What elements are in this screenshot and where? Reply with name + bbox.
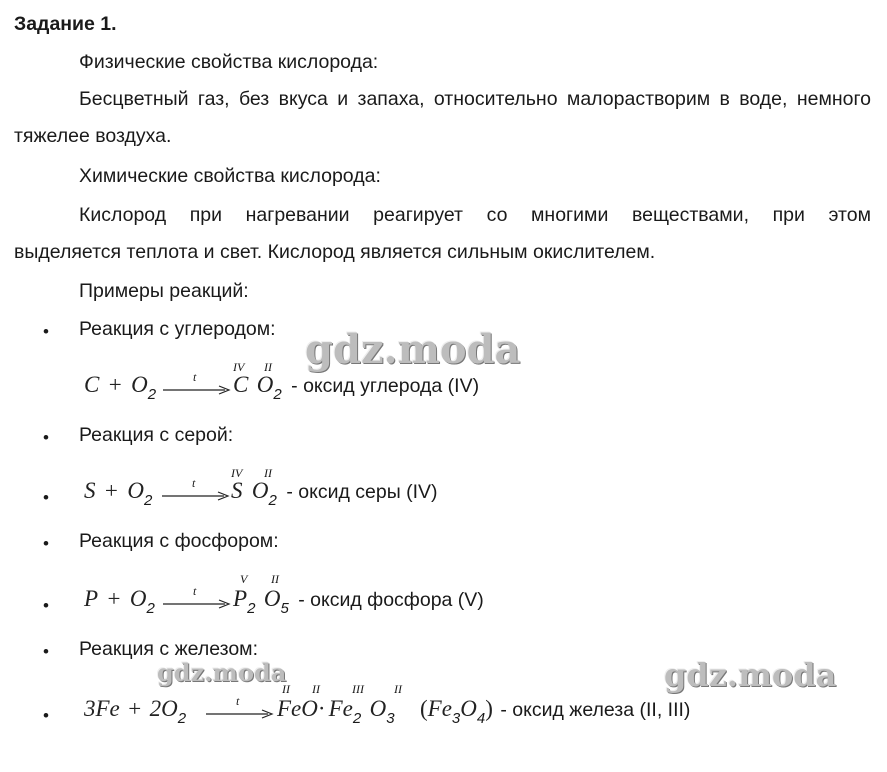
product-carbon [233, 372, 480, 403]
formula-o: O [460, 696, 477, 721]
product-element: S [231, 478, 243, 503]
watermark-logo: gdz.moda [305, 326, 521, 373]
product-element: O [251, 478, 269, 503]
physical-text-body: Бесцветный газ, без вкуса и запаха, относительно малорастворим в воде, немного тяжелее воздуха. [14, 88, 871, 147]
subscript: 5 [280, 600, 289, 617]
product-element: O [301, 696, 318, 721]
reactant-o2: 2O [149, 696, 178, 721]
reactant-o2: O [127, 478, 144, 503]
watermark-logo: gdz.moda [664, 656, 837, 694]
reaction-result: - оксид серы (IV) [286, 481, 438, 503]
subscript: 2 [268, 492, 277, 509]
plus-sign: + [128, 696, 142, 721]
product-element: Fe [328, 696, 353, 721]
subscript: 2 [247, 600, 256, 617]
bullet-2: • [43, 428, 49, 447]
product-sulfur [231, 478, 438, 509]
subscript: 2 [273, 386, 282, 403]
subscript: 2 [352, 710, 362, 727]
reaction-arrow [163, 383, 233, 397]
product-element: O [263, 586, 281, 611]
product-phosphorus [233, 586, 484, 617]
reactant-c: C [84, 372, 100, 397]
oxidation-state: V [240, 572, 248, 586]
subscript: 3 [451, 710, 461, 727]
product-iron [277, 696, 691, 727]
oxidation-state: II [282, 682, 290, 696]
reaction-result: - оксид углерода (IV) [291, 375, 480, 397]
reactant-o2: O [131, 372, 148, 397]
oxidation-state: II [394, 682, 402, 696]
subscript: 4 [476, 710, 486, 727]
reaction-arrow [163, 597, 233, 611]
arrow-label-t: t [193, 584, 197, 598]
bullet-5: • [43, 596, 49, 615]
bullet-7: • [43, 706, 49, 725]
equation-carbon [84, 372, 156, 412]
equation-phosphorus [84, 586, 155, 617]
arrow-label-t: t [192, 476, 196, 490]
subscript: 3 [386, 710, 395, 727]
oxidation-state: III [352, 682, 364, 696]
arrow-label-t: t [236, 694, 240, 708]
reactant-s: S [84, 478, 96, 503]
plus-sign: + [108, 372, 122, 397]
physical-text [14, 81, 871, 155]
watermark-logo: gdz.moda [157, 658, 287, 687]
product-element: P [233, 586, 248, 611]
reaction-result: - оксид фосфора (V) [298, 589, 484, 611]
reaction-arrow [206, 707, 276, 721]
oxidation-state: II [264, 360, 272, 374]
subscript: 2 [147, 386, 157, 403]
product-element: C [233, 372, 249, 397]
oxidation-state: IV [231, 466, 243, 480]
bullet-6: • [43, 642, 49, 661]
oxidation-state: II [312, 682, 320, 696]
chemical-text-line1: Кислород при нагревании реагирует со многими веществами, при этом [79, 204, 871, 226]
arrow-label-t: t [193, 370, 197, 384]
product-dot: · [317, 696, 326, 721]
oxidation-state: II [271, 572, 279, 586]
chemical-heading: Химические свойства кислорода: [79, 165, 381, 187]
reactant-o2: O [129, 586, 147, 611]
physical-heading: Физические свойства кислорода: [79, 51, 379, 73]
equation-sulfur [84, 478, 153, 509]
reaction-label-carbon: Реакция с углеродом: [79, 318, 276, 340]
reaction-arrow [162, 489, 232, 503]
subscript: 2 [143, 492, 153, 509]
paren-close: ) [485, 696, 493, 721]
plus-sign: + [107, 586, 121, 611]
bullet-4: • [43, 534, 49, 553]
subscript: 2 [177, 710, 187, 727]
reaction-label-phosphorus: Реакция с фосфором: [79, 530, 279, 552]
product-element: O [369, 696, 387, 721]
reactant-fe: 3Fe [84, 696, 120, 721]
reaction-label-sulfur: Реакция с серой: [79, 424, 234, 446]
equation-iron [84, 696, 187, 727]
plus-sign: + [104, 478, 118, 503]
oxidation-state: II [264, 466, 272, 480]
reactant-p: P [84, 586, 99, 611]
bullet-1: • [43, 322, 49, 341]
reaction-label-iron: Реакция с железом: [79, 638, 259, 660]
examples-heading: Примеры реакций: [79, 280, 249, 302]
chemical-text-line2: выделяется теплота и свет. Кислород является сильным окислителем. [14, 241, 656, 263]
product-element: Fe [277, 696, 302, 721]
product-element: O [256, 372, 274, 397]
bullet-3: • [43, 488, 49, 507]
subscript: 2 [146, 600, 155, 617]
oxidation-state: IV [233, 360, 245, 374]
formula-fe: Fe [427, 696, 452, 721]
task-title: Задание 1. [14, 13, 117, 35]
paren-open: ( [419, 696, 428, 721]
reaction-result: - оксид железа (II, III) [500, 699, 691, 721]
